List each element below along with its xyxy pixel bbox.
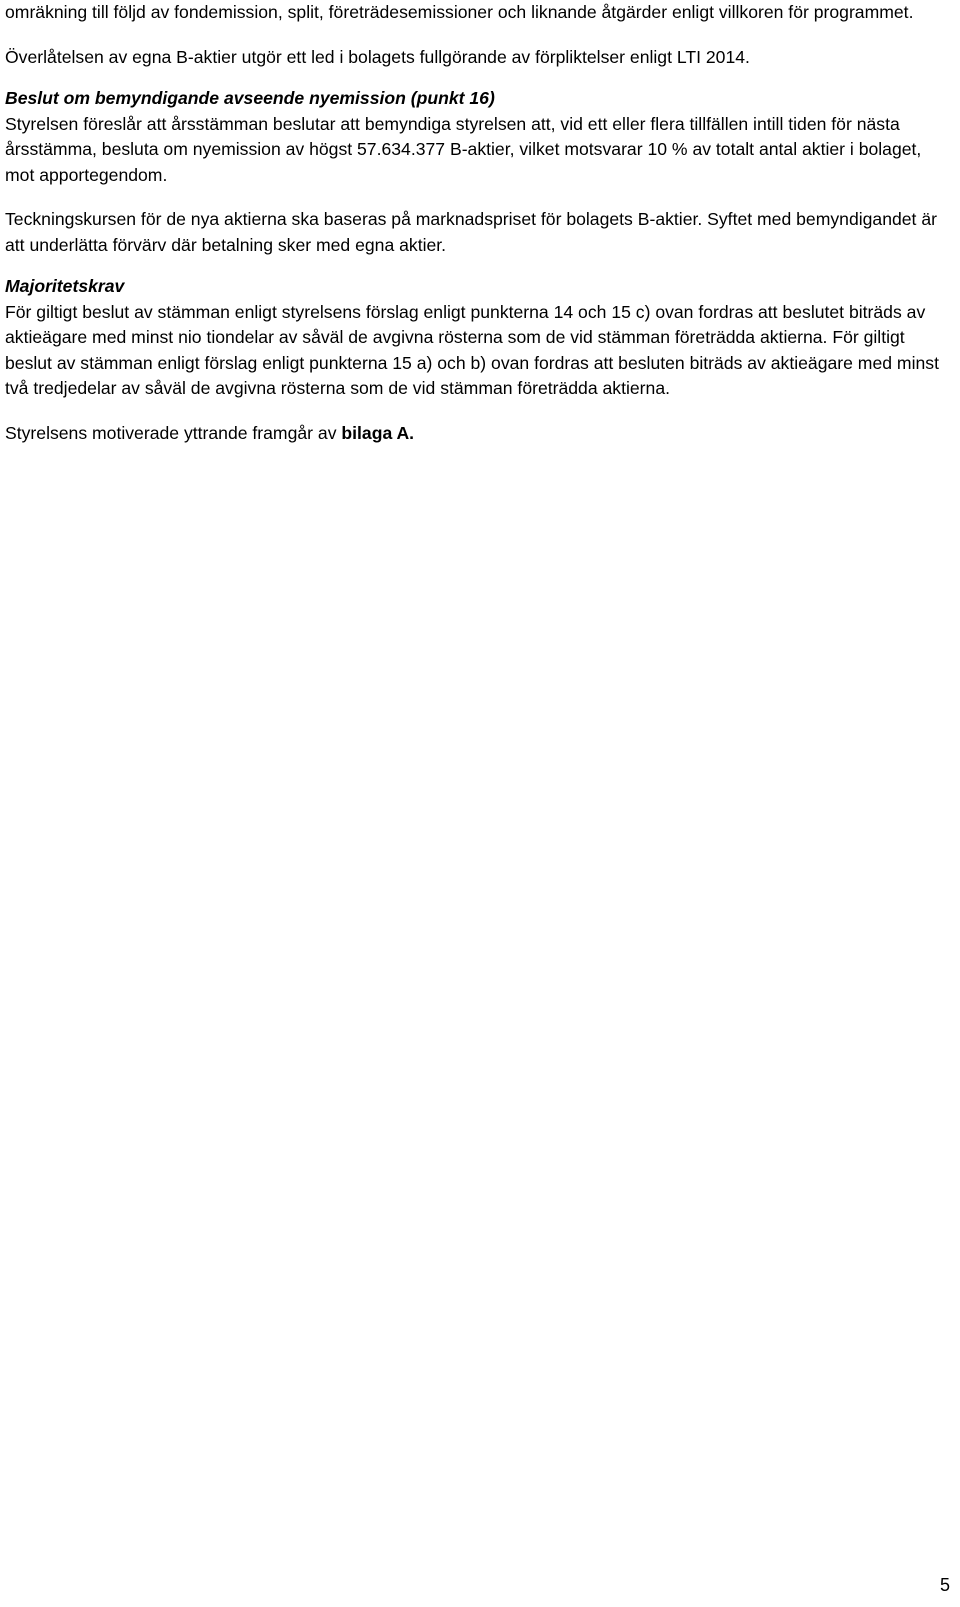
appendix-reference: bilaga A. [341,422,415,443]
paragraph-continuation: omräkning till följd av fondemission, split, företrädesemissioner och liknande åtgärder enligt villkoren för programmet. [5,2,914,22]
paragraph-closing [5,421,950,447]
paragraph-authorization-proposal: Styrelsen föreslår att årsstämman beslutar att bemyndiga styrelsen att, vid ett eller flera tillfällen intill tiden för nästa årsstämma, besluta om nyemission av högst 57.634.377 B-aktier, vilket motsvarar 10 % av totalt antal aktier i bolaget, mot apportegendom. [5,113,922,185]
section-heading-authorization: Beslut om bemyndigande avseende nyemission (punkt 16) [5,88,495,108]
paragraph-majority-requirements: För giltigt beslut av stämman enligt styrelsens förslag enligt punkterna 14 och 15 c) ovan fordras att beslutet biträds av aktieägare med minst nio tiondelar av såväl de avgivna rösterna som de vid stämman företrädda aktierna. För giltigt beslut av stämman enligt förslag enligt punkterna 15 a) och b) ovan fordras att besluten biträds av aktieägare med minst två tredjedelar av såväl de avgivna rösterna som de vid stämman företrädda aktierna. [5,301,939,398]
paragraph-subscription-price: Teckningskursen för de nya aktierna ska baseras på marknadspriset för bolagets B-aktier. Syftet med bemyndigandet är att underlätta förvärv där betalning sker med egna aktier. [5,209,937,255]
closing-text: Styrelsens motiverade yttrande framgår av [5,422,342,443]
paragraph-transfer-note: Överlåtelsen av egna B-aktier utgör ett led i bolagets fullgörande av förpliktelser enligt LTI 2014. [5,46,750,67]
page-number: 5 [939,1575,950,1595]
document-body [5,0,950,446]
section-heading-majority: Majoritetskrav [5,276,125,296]
